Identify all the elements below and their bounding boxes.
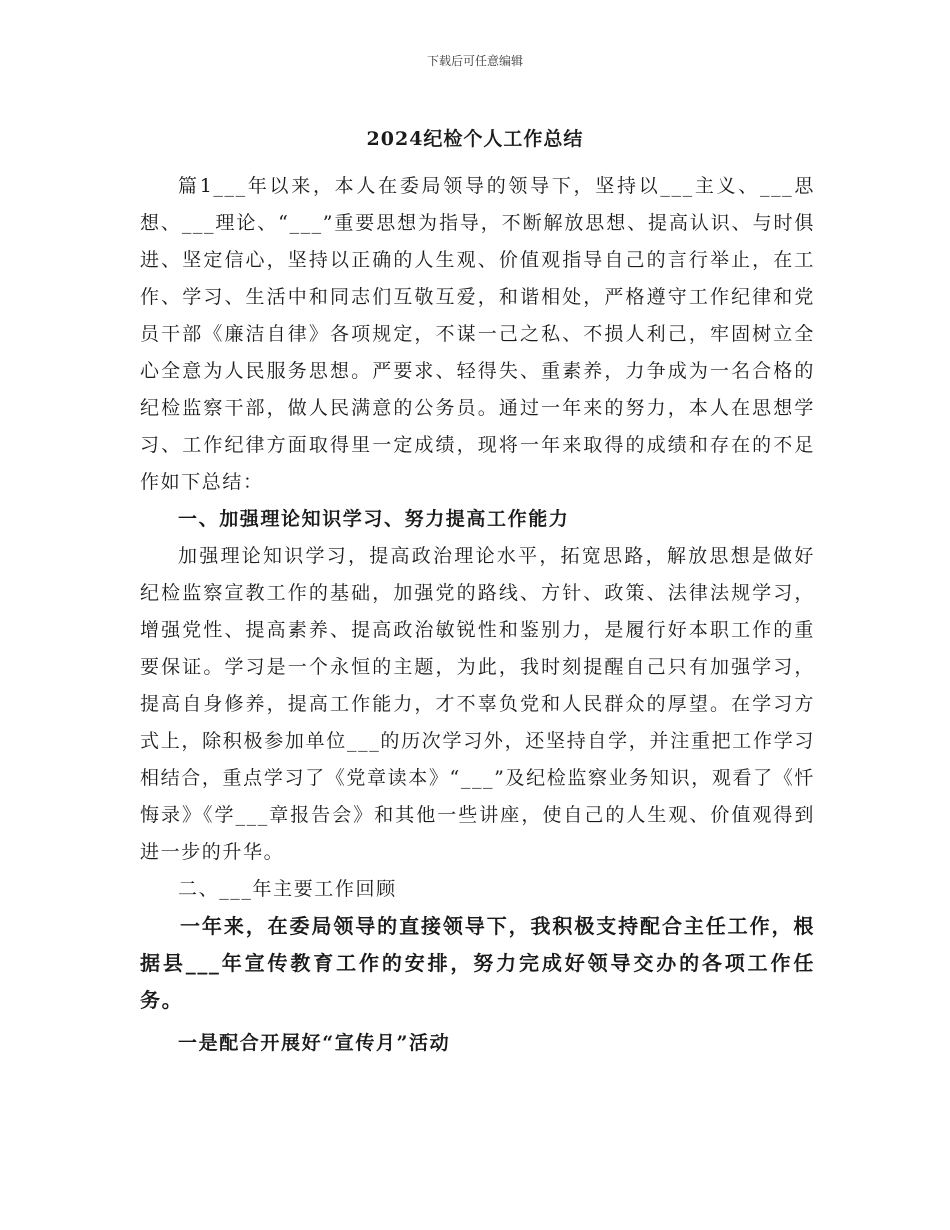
- section-heading-2: 二、___年主要工作回顾: [178, 878, 397, 900]
- document-title: 2024纪检个人工作总结: [366, 128, 584, 150]
- paragraph-intro: 篇1___年以来，本人在委局领导的领导下，坚持以___主义、___思想、___理论、“___”重要思想为指导，不断解放思想、提高认识、与时俱进、坚定信心，坚持以正确的人生观、价值观指导自己的言行举止，在工作、学习、生活中和同志们互敬互爱，和谐相处，严格遵守工作纪律和党员干部《廉洁自律》各项规定，不谋一己之私、不损人利己，牢固树立全心全意为人民服务思想。严要求、轻得失、重素养，力争成为一名合格的纪检监察干部，做人民满意的公务员。通过一年来的努力，本人在思想学习、工作纪律方面取得里一定成绩，现将一年来取得的成绩和存在的不足作如下总结：: [140, 175, 815, 493]
- document-body: [140, 168, 815, 1062]
- section-heading-1: 一、加强理论知识学习、努力提高工作能力: [178, 508, 570, 530]
- paragraph-work-review: 一年来，在委局领导的直接领导下，我积极支持配合主任工作，根据县___年宣传教育工作的安排，努力完成好领导交办的各项工作任务。: [140, 914, 815, 1012]
- subsection-heading-1: 一是配合开展好“宣传月”活动: [178, 1032, 451, 1054]
- page-header-note: 下载后可任意编辑: [426, 54, 523, 68]
- paragraph-theory-study: 加强理论知识学习，提高政治理论水平，拓宽思路，解放思想是做好纪检监察宣教工作的基础，加强党的路线、方针、政策、法律法规学习，增强党性、提高素养、提高政治敏锐性和鉴别力，是履行好本职工作的重要保证。学习是一个永恒的主题，为此，我时刻提醒自己只有加强学习，提高自身修养，提高工作能力，才不辜负党和人民群众的厚望。在学习方式上，除积极参加单位___的历次学习外，还坚持自学，并注重把工作学习相结合，重点学习了《党章读本》“___”及纪检监察业务知识，观看了《忏悔录》《学___章报告会》和其他一些讲座，使自己的人生观、价值观得到进一步的升华。: [140, 545, 815, 863]
